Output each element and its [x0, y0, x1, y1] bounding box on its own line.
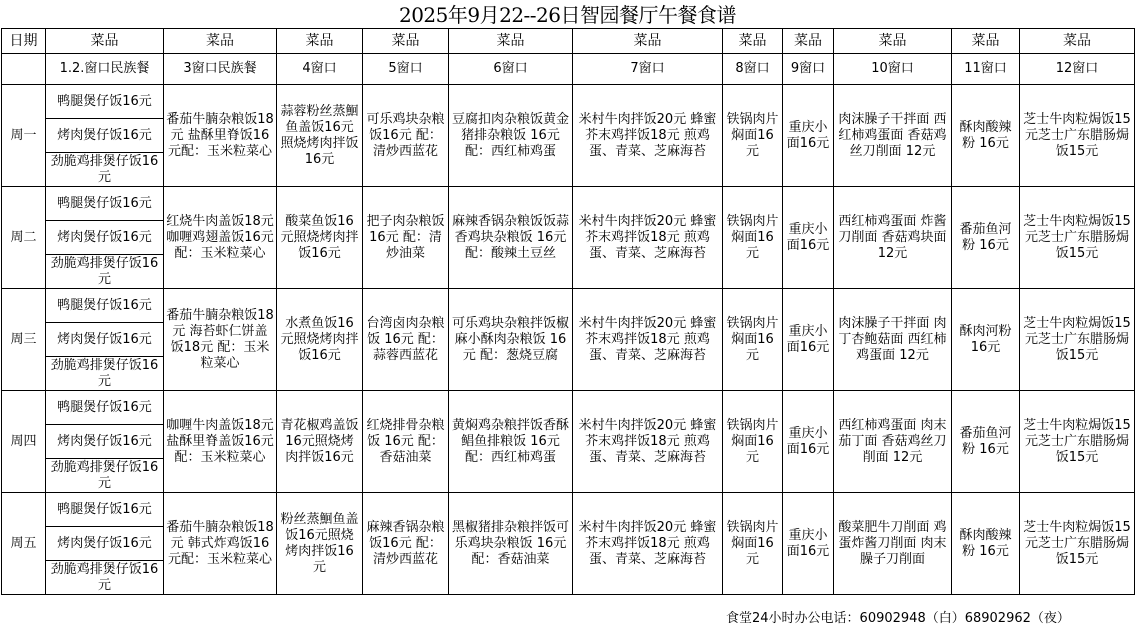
dish-cell: 酸菜鱼饭16元照烧烤肉拌饭16元 — [277, 187, 363, 289]
claypot-rice-item: 劲脆鸡排煲仔饭16元 — [46, 357, 164, 391]
dish-cell: 番茄牛腩杂粮饭18元 盐酥里脊饭16元配：玉米粒菜心 — [164, 85, 277, 187]
date-header: 日期 — [2, 29, 46, 54]
dish-cell: 米村牛肉拌饭20元 蜂蜜芥末鸡拌饭18元 煎鸡蛋、青菜、芝麻海苔 — [573, 289, 723, 391]
date-blank-cell — [2, 54, 46, 85]
dish-header: 菜品 — [449, 29, 573, 54]
window-row — [2, 54, 1135, 85]
dish-cell: 番茄牛腩杂粮饭18元 韩式炸鸡饭16元配：玉米粒菜心 — [164, 493, 277, 595]
claypot-rice-item: 烤肉煲仔饭16元 — [46, 323, 164, 357]
claypot-rice-item: 烤肉煲仔饭16元 — [46, 425, 164, 459]
dish-cell: 米村牛肉拌饭20元 蜂蜜芥末鸡拌饭18元 煎鸡蛋、青菜、芝麻海苔 — [573, 187, 723, 289]
claypot-rice-item: 鸭腿煲仔饭16元 — [46, 85, 164, 119]
dish-cell: 酥肉河粉 16元 — [952, 289, 1020, 391]
dish-header: 菜品 — [783, 29, 834, 54]
dish-cell: 芝士牛肉粒焗饭15元芝士广东腊肠焗饭15元 — [1020, 289, 1135, 391]
page-title: 2025年9月22--26日智园餐厅午餐食谱 — [398, 3, 737, 27]
dish-cell: 番茄鱼河粉 16元 — [952, 187, 1020, 289]
day-label: 周三 — [2, 289, 46, 391]
day-row — [2, 391, 1135, 425]
claypot-rice-item: 鸭腿煲仔饭16元 — [46, 493, 164, 527]
dish-cell: 可乐鸡块杂粮拌饭椒麻小酥肉杂粮饭 16元 配：葱烧豆腐 — [449, 289, 573, 391]
dish-cell: 黑椒猪排杂粮拌饭可乐鸡块杂粮饭 16元 配：香菇油菜 — [449, 493, 573, 595]
dish-cell: 肉沫臊子干拌面 肉丁杏鲍菇面 西红柿鸡蛋面 12元 — [834, 289, 952, 391]
dish-cell: 可乐鸡块杂粮饭16元 配：清炒西蓝花 — [363, 85, 449, 187]
window-label: 11窗口 — [952, 54, 1020, 85]
day-label: 周五 — [2, 493, 46, 595]
dish-cell: 肉沫臊子干拌面 西红柿鸡蛋面 香菇鸡丝刀削面 12元 — [834, 85, 952, 187]
header-row — [2, 29, 1135, 54]
dish-cell: 青花椒鸡盖饭16元照烧烤肉拌饭16元 — [277, 391, 363, 493]
window-label: 8窗口 — [723, 54, 783, 85]
claypot-rice-item: 鸭腿煲仔饭16元 — [46, 289, 164, 323]
dish-header: 菜品 — [1020, 29, 1135, 54]
dish-header: 菜品 — [723, 29, 783, 54]
dish-cell: 重庆小面16元 — [783, 187, 834, 289]
dish-cell: 粉丝蒸鮰鱼盖饭16元照烧烤肉拌饭16元 — [277, 493, 363, 595]
window-label: 1.2.窗口民族餐 — [46, 54, 164, 85]
dish-header: 菜品 — [46, 29, 164, 54]
dish-cell: 米村牛肉拌饭20元 蜂蜜芥末鸡拌饭18元 煎鸡蛋、青菜、芝麻海苔 — [573, 391, 723, 493]
dish-cell: 芝士牛肉粒焗饭15元芝士广东腊肠焗饭15元 — [1020, 493, 1135, 595]
dish-header: 菜品 — [952, 29, 1020, 54]
dish-cell: 铁锅肉片焖面16元 — [723, 289, 783, 391]
day-row — [2, 493, 1135, 527]
claypot-rice-item: 鸭腿煲仔饭16元 — [46, 391, 164, 425]
day-row — [2, 85, 1135, 119]
day-label: 周四 — [2, 391, 46, 493]
dish-cell: 重庆小面16元 — [783, 85, 834, 187]
dish-cell: 麻辣香锅杂粮饭16元 配：清炒西蓝花 — [363, 493, 449, 595]
dish-cell: 咖喱牛肉盖饭18元盐酥里脊盖饭16元配：玉米粒菜心 — [164, 391, 277, 493]
dish-cell: 水煮鱼饭16元照烧烤肉拌饭16元 — [277, 289, 363, 391]
dish-cell: 芝士牛肉粒焗饭15元芝士广东腊肠焗饭15元 — [1020, 187, 1135, 289]
dish-header: 菜品 — [834, 29, 952, 54]
day-row — [2, 289, 1135, 323]
dish-cell: 重庆小面16元 — [783, 289, 834, 391]
dish-header: 菜品 — [363, 29, 449, 54]
menu-table — [1, 28, 1135, 595]
dish-cell: 红烧牛肉盖饭18元咖喱鸡翅盖饭16元配：玉米粒菜心 — [164, 187, 277, 289]
day-label: 周一 — [2, 85, 46, 187]
dish-cell: 铁锅肉片焖面16元 — [723, 493, 783, 595]
dish-cell: 铁锅肉片焖面16元 — [723, 85, 783, 187]
window-label: 7窗口 — [573, 54, 723, 85]
dish-cell: 西红柿鸡蛋面 肉末茄丁面 香菇鸡丝刀削面 12元 — [834, 391, 952, 493]
dish-header: 菜品 — [164, 29, 277, 54]
window-label: 12窗口 — [1020, 54, 1135, 85]
dish-cell: 西红柿鸡蛋面 炸酱刀削面 香菇鸡块面 12元 — [834, 187, 952, 289]
dish-cell: 豆腐扣肉杂粮饭黄金猪排杂粮饭 16元 配：西红柿鸡蛋 — [449, 85, 573, 187]
dish-cell: 酥肉酸辣粉 16元 — [952, 493, 1020, 595]
dish-cell: 米村牛肉拌饭20元 蜂蜜芥末鸡拌饭18元 煎鸡蛋、青菜、芝麻海苔 — [573, 493, 723, 595]
window-label: 9窗口 — [783, 54, 834, 85]
office-phone-footer: 食堂24小时办公电话：60902948（白）68902962（夜） — [726, 611, 1070, 626]
dish-cell: 酥肉酸辣粉 16元 — [952, 85, 1020, 187]
dish-cell: 米村牛肉拌饭20元 蜂蜜芥末鸡拌饭18元 煎鸡蛋、青菜、芝麻海苔 — [573, 85, 723, 187]
window-label: 5窗口 — [363, 54, 449, 85]
dish-cell: 芝士牛肉粒焗饭15元芝士广东腊肠焗饭15元 — [1020, 391, 1135, 493]
day-label: 周二 — [2, 187, 46, 289]
claypot-rice-item: 鸭腿煲仔饭16元 — [46, 187, 164, 221]
window-label: 4窗口 — [277, 54, 363, 85]
claypot-rice-item: 烤肉煲仔饭16元 — [46, 221, 164, 255]
window-label: 3窗口民族餐 — [164, 54, 277, 85]
dish-cell: 把子肉杂粮饭 16元 配：清炒油菜 — [363, 187, 449, 289]
day-row — [2, 187, 1135, 221]
dish-header: 菜品 — [277, 29, 363, 54]
dish-cell: 番茄牛腩杂粮饭18元 海苔虾仁饼盖饭18元 配：玉米粒菜心 — [164, 289, 277, 391]
dish-cell: 红烧排骨杂粮饭 16元 配：香菇油菜 — [363, 391, 449, 493]
dish-cell: 芝士牛肉粒焗饭15元芝士广东腊肠焗饭15元 — [1020, 85, 1135, 187]
dish-header: 菜品 — [573, 29, 723, 54]
claypot-rice-item: 劲脆鸡排煲仔饭16元 — [46, 255, 164, 289]
dish-cell: 蒜蓉粉丝蒸鮰鱼盖饭16元照烧烤肉拌饭16元 — [277, 85, 363, 187]
dish-cell: 重庆小面16元 — [783, 391, 834, 493]
dish-cell: 番茄鱼河粉 16元 — [952, 391, 1020, 493]
dish-cell: 麻辣香锅杂粮饭饭蒜香鸡块杂粮饭 16元 配：酸辣土豆丝 — [449, 187, 573, 289]
claypot-rice-item: 劲脆鸡排煲仔饭16元 — [46, 459, 164, 493]
claypot-rice-item: 烤肉煲仔饭16元 — [46, 527, 164, 561]
dish-cell: 铁锅肉片焖面16元 — [723, 187, 783, 289]
dish-cell: 铁锅肉片焖面16元 — [723, 391, 783, 493]
claypot-rice-item: 烤肉煲仔饭16元 — [46, 119, 164, 153]
dish-cell: 酸菜肥牛刀削面 鸡蛋炸酱刀削面 肉末臊子刀削面 — [834, 493, 952, 595]
claypot-rice-item: 劲脆鸡排煲仔饭16元 — [46, 561, 164, 595]
claypot-rice-item: 劲脆鸡排煲仔饭16元 — [46, 153, 164, 187]
window-label: 10窗口 — [834, 54, 952, 85]
dish-cell: 重庆小面16元 — [783, 493, 834, 595]
dish-cell: 台湾卤肉杂粮饭 16元 配：蒜蓉西蓝花 — [363, 289, 449, 391]
window-label: 6窗口 — [449, 54, 573, 85]
dish-cell: 黄焖鸡杂粮拌饭香酥鲳鱼排粮饭 16元 配：西红柿鸡蛋 — [449, 391, 573, 493]
